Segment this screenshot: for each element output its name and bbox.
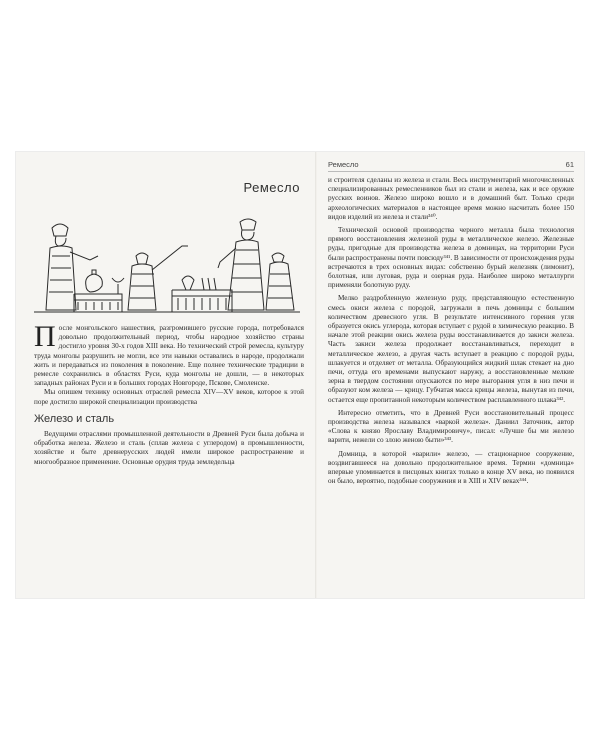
left-page-body	[34, 320, 304, 467]
intro-paragraph	[34, 320, 304, 388]
paragraph: Технической основой производства черного металла была технология прямого восстановления железной руды в металлическое железо. Железные руды, пригодные для производства железа в домницах, на территории Руси были распространены почти повсюду³⁴¹. В зависимости от происхождения руды встречаются в трех основных видах: собственно бурый железняк (лимонит), болотная, или луговая, руда и озерная руда. Наиболее широко металлурги применяли болотную руду.	[328, 226, 574, 290]
right-page	[328, 152, 574, 598]
section-heading: Железо и сталь	[34, 412, 115, 425]
medieval-craftsmen-illustration-icon	[32, 216, 302, 316]
paragraph: Домница, в которой «варили» железо, — стационарное сооружение, воздвигавшееся на довольно продолжительное время. Термин «домница» впервые упоминается в писцовых книгах только в конце XV века, но появился он было, вероятно, подобные сооружения и в XIII и XIV веках³⁴⁴.	[328, 449, 574, 486]
left-page	[28, 152, 304, 598]
chapter-title: Ремесло	[243, 180, 300, 195]
paragraph: Мелко раздробленную железную руду, представляющую естественную смесь окиси железа с породой, загружали в печь домницы с большим количеством древесного угля. В результате интенсивного горения угля образуется окись углерода, которая вступает с рудой в химическую реакцию. В начале этой реакции окись железа руды восстанавливается до закиси железа. Часть закиси железа продолжает восстанавливаться, переходит в металлическое железо, а другая часть вступает в реакцию с породой руды, шлакуется и отделяет от металла. Образующийся жидкий шлак стекает на дно печи, оттуда его временами выпускают наружу, а восстановленные мелкие зерна в твердом состоянии опускаются по мере выгорания угля в низ печи и образуют ком железа — крицу. Губчатая масса крицы железа, вынутая из печи, остается еще пропитанной некоторым количеством расплавленного шлака³⁴².	[328, 294, 574, 404]
paragraph: Интересно отметить, что в Древней Руси восстановительный процесс производства железа назывался «варкой железа». Даниил Заточник, автор «Слова к князю Ярославу Владимировичу», писал: «Лучше бы ми железо варити, нежели со злою женою быти»³⁴³.	[328, 408, 574, 445]
right-page-body	[328, 176, 574, 491]
drop-cap: П	[34, 320, 56, 353]
paragraph: Ведущими отраслями промышленной деятельности в Древней Руси была добыча и обработка железа. Железо и сталь (сплав железа с углеродом) в промышленности, хозяйстве и быте древнерусских людей имели широкое распространение и многообразное применение. Основные орудия труда земледельца	[34, 430, 304, 466]
running-head	[328, 160, 574, 172]
paragraph: и строителя сделаны из железа и стали. Весь инструментарий многочисленных специализированных ремесленников был из стали и железа, как и все оружие русских воинов. Железо широко вошло и в домашний быт. Только среди археологических материалов в настоящее время можно насчитать более 150 видов изделий из железа и стали³⁴⁰.	[328, 176, 574, 221]
paragraph: Мы опишем технику основных отраслей ремесла XIV—XV веков, которое к этой поре достигло широкой специализации производства	[34, 388, 304, 406]
book-spread	[16, 152, 584, 598]
running-head-title: Ремесло	[328, 160, 359, 169]
intro-text: осле монгольского нашествия, разгромившего русские города, потребовался довольно продолжительный период, чтобы народное хозяйство страны достигло уровня 30-х годов XIII века. Но технический строй ремесла, культуру труда монголы разрушить не могли, все эти навыки оставались в народе, продолжали жить и передаваться из поколения в поколение. Еще полнее технические традиции в ремесле сохранились в областях Руси, куда монголы не дошли, — в некоторых западных районах Руси и в больших городах Новгороде, Пскове, Смоленске.	[34, 324, 304, 388]
page-number: 61	[565, 160, 574, 169]
book-gutter	[315, 152, 317, 598]
